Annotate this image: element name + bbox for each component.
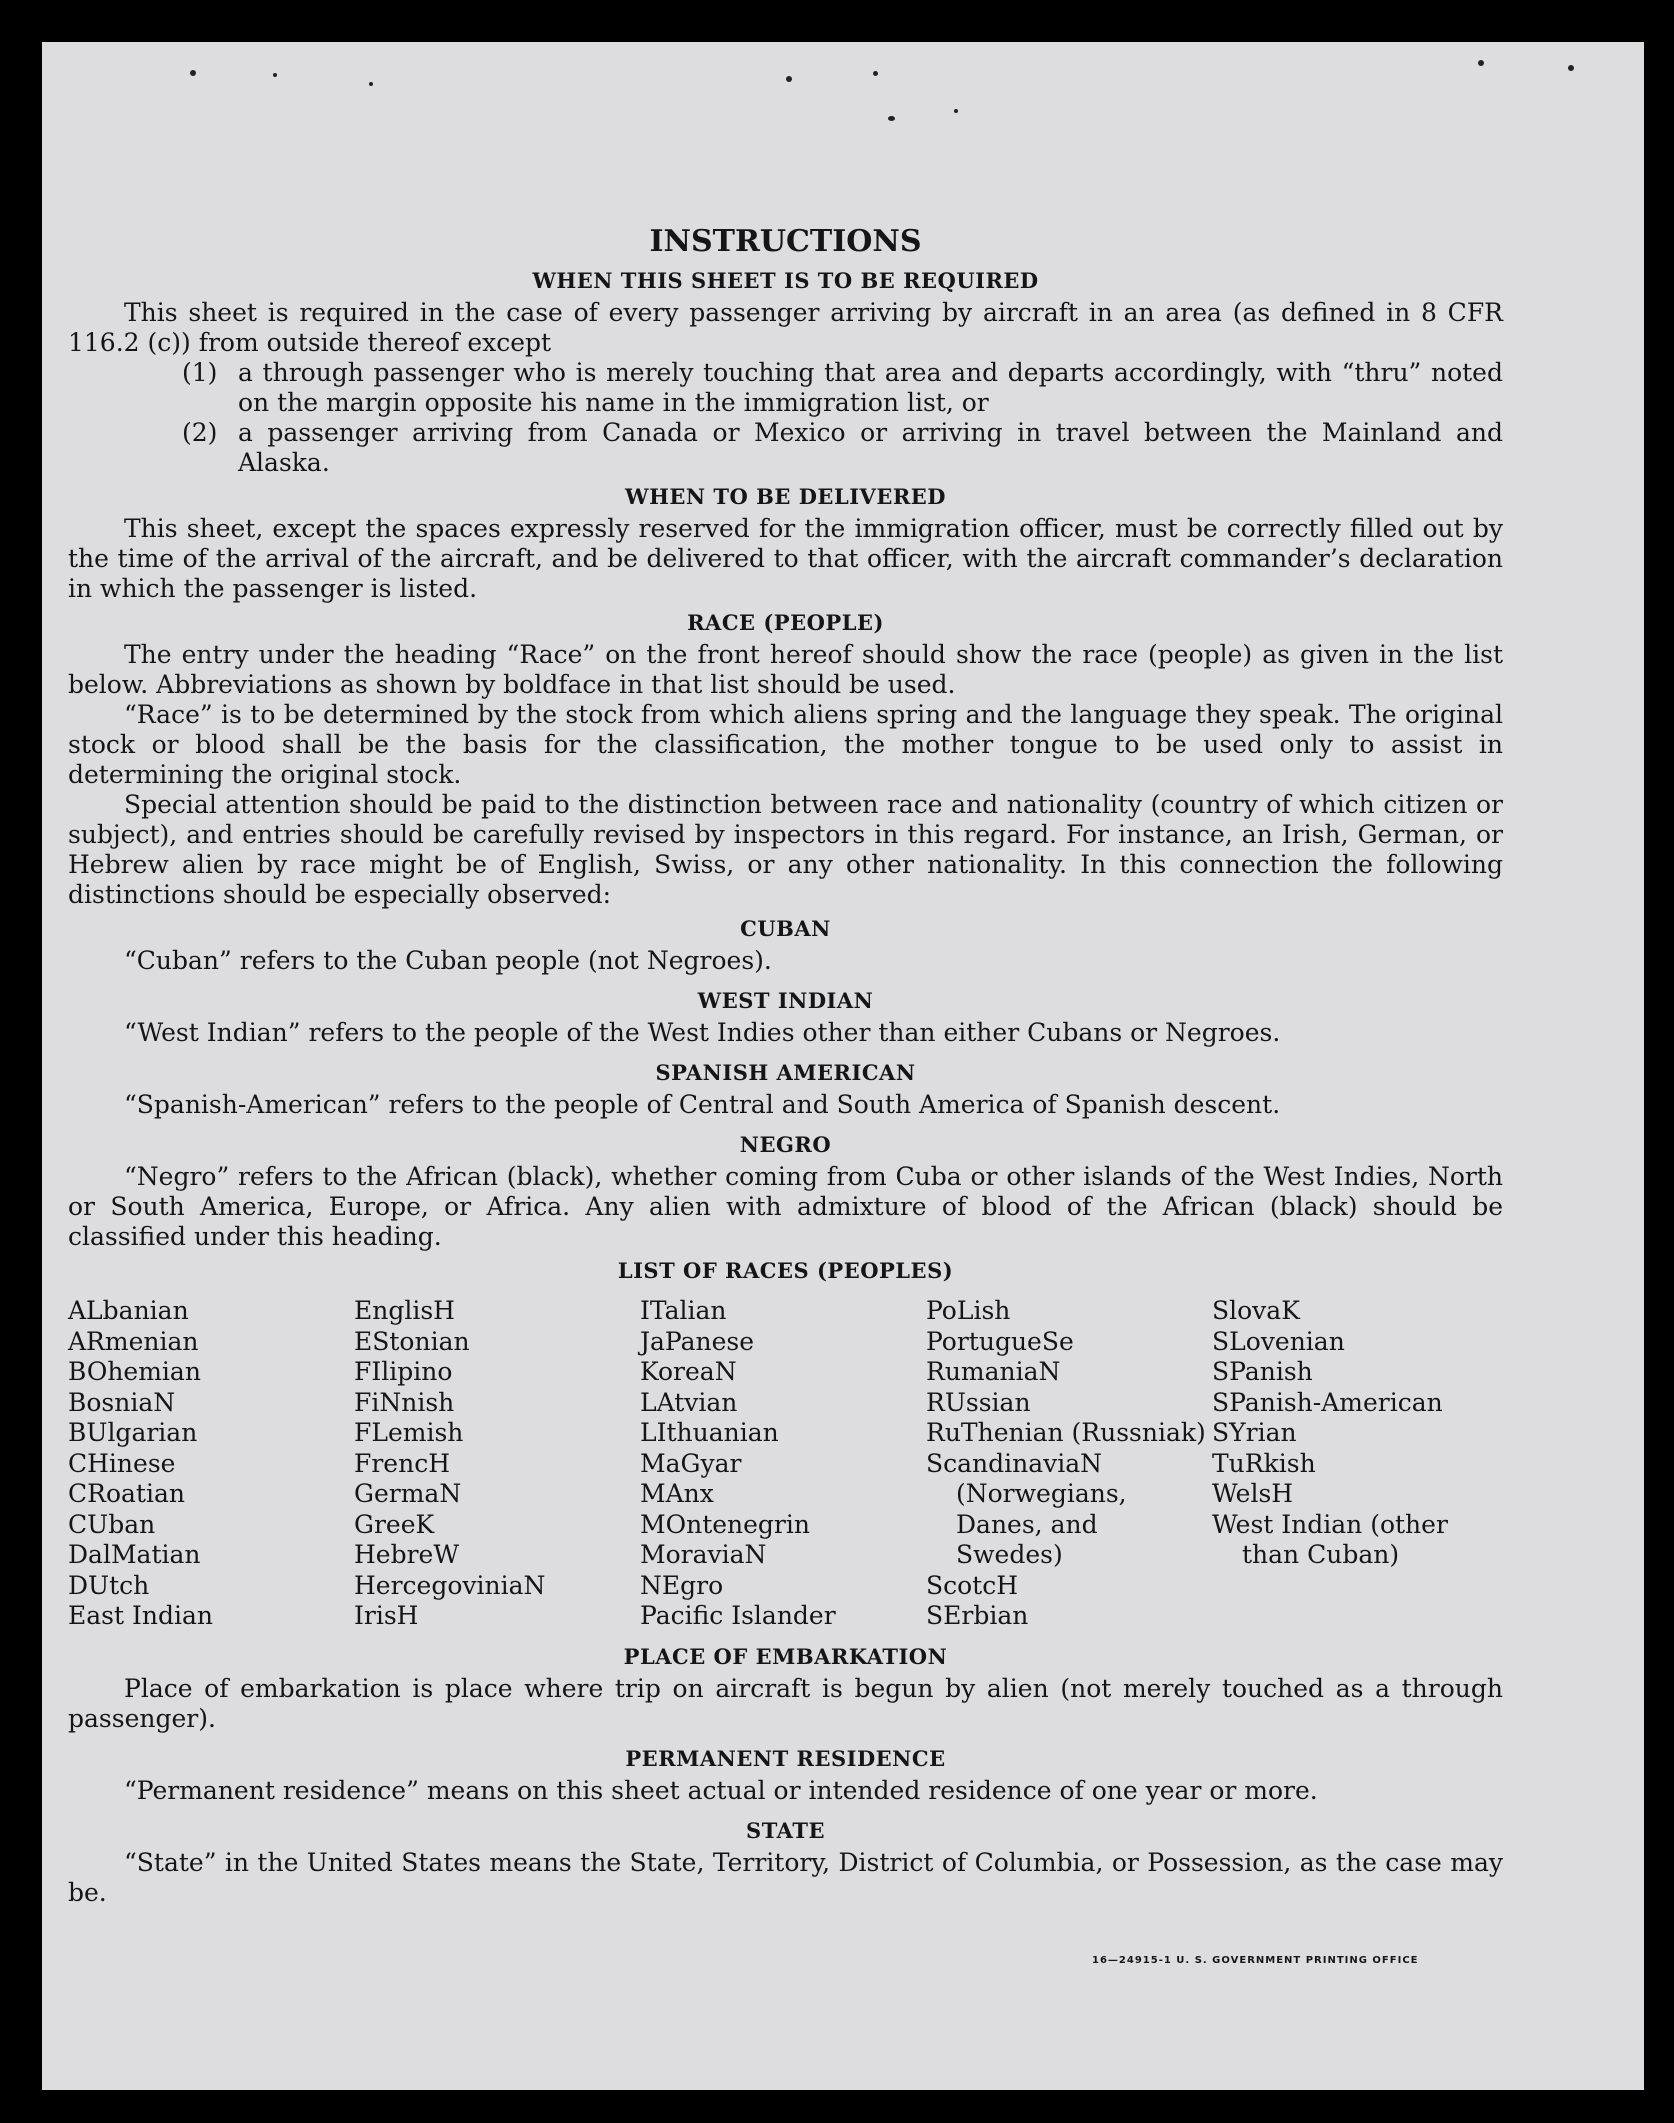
race-entry: EStonian [354, 1326, 470, 1356]
race-entry: TuRkish [1212, 1448, 1316, 1478]
race-entry: BosniaN [68, 1387, 176, 1417]
race-entry: West Indian (other than Cuban) [1212, 1509, 1448, 1569]
heading-race: RACE (PEOPLE) [687, 610, 884, 635]
speck-mark [273, 73, 277, 77]
heading-when-delivered: WHEN TO BE DELIVERED [624, 484, 946, 509]
race-entry: FLemish [354, 1418, 464, 1447]
race-entry: IrisH [354, 1601, 419, 1630]
races-column [926, 1296, 1212, 1632]
item-text: a through passenger who is merely touching that area and departs accordingly, with “thru” noted on the margin opposite his name in the immigration list, or [238, 358, 1503, 417]
race-entry: EnglisH [354, 1296, 455, 1325]
list-item [182, 358, 1503, 418]
speck-mark [190, 70, 196, 76]
race-entry: HercegoviniaN [354, 1570, 546, 1600]
race-entry: DalMatian [68, 1540, 201, 1569]
item-number: (2) [182, 418, 218, 447]
races-column [354, 1296, 640, 1632]
race-entry: BUlgarian [68, 1418, 198, 1447]
race-entry: LIthuanian [640, 1418, 779, 1447]
race-entry: SPanish [1212, 1357, 1313, 1386]
speck-mark [873, 71, 878, 76]
paragraph-delivered: This sheet, except the spaces expressly reserved for the immigration officer, must be correctly filled out by the time of the arrival of the aircraft, and be delivered to that officer, with the aircraft commander’s declaration in which the passenger is listed. [68, 514, 1503, 603]
race-entry: CHinese [68, 1448, 176, 1478]
race-entry: DUtch [68, 1570, 150, 1600]
heading-spanish-american: SPANISH AMERICAN [655, 1060, 916, 1085]
race-entry: SLovenian [1212, 1326, 1345, 1356]
paragraph-negro: “Negro” refers to the African (black), whether coming from Cuba or other islands of the West Indies, North or South America, Europe, or Africa. Any alien with admixture of blood of the African (black) should be classified under this heading. [68, 1162, 1503, 1251]
race-entry: CRoatian [68, 1479, 185, 1508]
paragraph-state: “State” in the United States means the State, Territory, District of Columbia, or Possession, as the case may be. [68, 1847, 1503, 1907]
heading-cuban: CUBAN [740, 916, 831, 941]
paragraph-permanent-residence: “Permanent residence” means on this sheet actual or intended residence of one year or more. [124, 1775, 1318, 1805]
races-column [68, 1296, 354, 1632]
heading-when-required: WHEN THIS SHEET IS TO BE REQUIRED [532, 268, 1039, 293]
race-entry: BOhemian [68, 1357, 201, 1386]
race-entry: MoraviaN [640, 1540, 767, 1569]
race-entry: SlovaK [1212, 1296, 1300, 1325]
race-entry: SErbian [926, 1601, 1029, 1630]
race-entry: WelsH [1212, 1479, 1294, 1508]
paragraph-required-intro: This sheet is required in the case of every passenger arriving by aircraft in an area (as defined in 8 CFR 116.2 (c)) from outside thereof except [68, 298, 1503, 357]
heading-west-indian: WEST INDIAN [697, 988, 874, 1013]
race-entry: KoreaN [640, 1357, 737, 1386]
race-entry: JaPanese [640, 1326, 755, 1356]
race-entry: East Indian [68, 1601, 213, 1630]
heading-embarkation: PLACE OF EMBARKATION [623, 1643, 948, 1669]
paragraph-west-indian: “West Indian” refers to the people of the West Indies other than either Cubans or Negroes. [124, 1018, 1281, 1047]
race-entry: FiNnish [354, 1387, 455, 1417]
paragraph-spanish-american: “Spanish-American” refers to the people of Central and South America of Spanish descent. [124, 1090, 1281, 1119]
race-entry: MaGyar [640, 1448, 742, 1478]
race-entry: GermaN [354, 1479, 462, 1508]
race-entry: SPanish-American [1212, 1387, 1443, 1417]
race-entry: FIlipino [354, 1357, 453, 1386]
item-text: a passenger arriving from Canada or Mexico or arriving in travel between the Mainland and Alaska. [238, 418, 1503, 477]
heading-permanent-residence: PERMANENT RESIDENCE [625, 1745, 946, 1771]
paragraph-race-2: “Race” is to be determined by the stock from which aliens spring and the language they speak. The original stock or blood shall be the basis for the classification, the mother tongue to be used only to assist in determining the original stock. [68, 700, 1503, 789]
race-entry: PortugueSe [926, 1326, 1074, 1356]
speck-mark [1568, 65, 1574, 71]
speck-mark [888, 116, 895, 121]
heading-list-of-races: LIST OF RACES (PEOPLES) [617, 1258, 954, 1283]
instructions-content [68, 142, 1503, 1908]
speck-mark [369, 82, 373, 86]
paragraph-race-3: Special attention should be paid to the distinction between race and nationality (country of which citizen or subject), and entries should be carefully revised by inspectors in this regard. For instance, an Irish, German, or Hebrew alien by race might be of English, Swiss, or any other nationality. In this connection the following distinctions should be especially observed: [68, 790, 1503, 909]
race-entry: GreeK [354, 1509, 435, 1539]
race-entry: FrencH [354, 1448, 450, 1478]
paragraph-embarkation: Place of embarkation is place where trip on aircraft is begun by alien (not merely touched as a through passenger). [68, 1673, 1503, 1733]
race-entry: RuThenian (Russniak) [926, 1418, 1206, 1447]
speck-mark [954, 109, 958, 113]
race-entry: Pacific Islander [640, 1601, 836, 1630]
race-entry: ARmenian [68, 1326, 199, 1356]
race-entry: HebreW [354, 1540, 460, 1569]
race-entry: ITalian [640, 1296, 727, 1325]
race-entry: MAnx [640, 1479, 714, 1508]
item-number: (1) [182, 358, 218, 387]
paragraph-cuban: “Cuban” refers to the Cuban people (not Negroes). [124, 946, 772, 975]
list-item [182, 418, 1503, 478]
races-list [68, 1296, 1503, 1632]
race-entry: ScandinaviaN (Norwegians, Danes, and Swedes) [926, 1448, 1127, 1569]
race-entry: RumaniaN [926, 1357, 1061, 1386]
race-entry: ScotcH [926, 1570, 1019, 1600]
paragraph-race-1: The entry under the heading “Race” on the front hereof should show the race (people) as given in the list below. Abbreviations as shown by boldface in that list should be used. [68, 640, 1503, 699]
races-column [640, 1296, 926, 1632]
race-entry: LAtvian [640, 1387, 738, 1417]
page-title: INSTRUCTIONS [649, 224, 922, 259]
heading-state: STATE [746, 1817, 825, 1843]
speck-mark [786, 76, 792, 82]
race-entry: NEgro [640, 1570, 724, 1600]
document-sheet [42, 42, 1644, 2090]
race-entry: CUban [68, 1509, 156, 1539]
race-entry: ALbanian [68, 1296, 189, 1325]
race-entry: MOntenegrin [640, 1509, 810, 1539]
form-code: 16—24915-1 U. S. GOVERNMENT PRINTING OFFICE [1092, 1955, 1419, 1966]
race-entry: PoLish [926, 1296, 1011, 1325]
heading-negro: NEGRO [739, 1132, 832, 1157]
races-column [1212, 1296, 1503, 1632]
speck-mark [1478, 60, 1484, 66]
race-entry: RUssian [926, 1387, 1031, 1417]
race-entry: SYrian [1212, 1418, 1297, 1447]
